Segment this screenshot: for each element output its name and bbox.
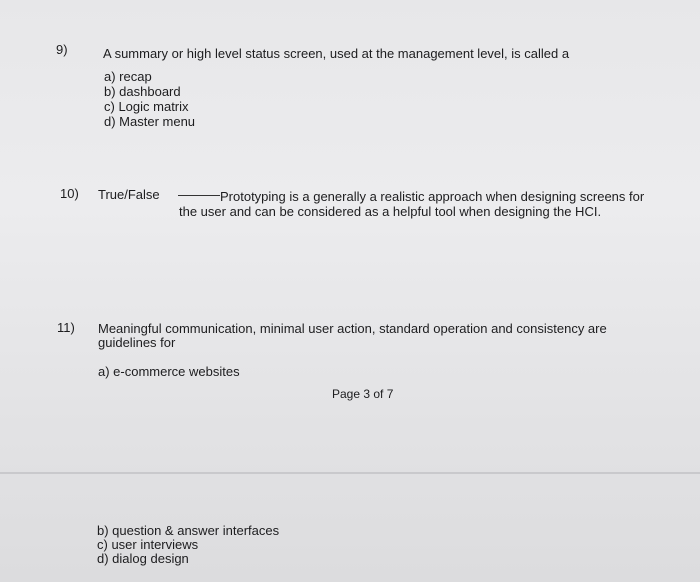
question-11-text-line1: Meaningful communication, minimal user action, standard operation and consistency are xyxy=(98,321,607,336)
question-11-number: 11) xyxy=(57,320,75,335)
question-11-option-b: b) question & answer interfaces xyxy=(97,523,280,538)
question-11-option-a: a) e-commerce websites xyxy=(98,364,240,379)
true-false-label: True/False xyxy=(98,187,160,202)
question-9-option-b: b) dashboard xyxy=(104,84,181,99)
question-11-option-d: d) dialog design xyxy=(97,551,189,566)
question-10-prefix xyxy=(98,187,223,202)
page-break-divider xyxy=(0,472,700,474)
question-9-number: 9) xyxy=(56,42,68,57)
question-11-text-line2: guidelines for xyxy=(98,335,176,350)
question-10-text-line1: Prototyping is a generally a realistic approach when designing screens for xyxy=(220,189,645,204)
question-9-text: A summary or high level status screen, used at the management level, is called a xyxy=(103,46,570,61)
page-number-label: Page 3 of 7 xyxy=(332,387,394,401)
question-9-option-d: d) Master menu xyxy=(104,114,196,129)
question-10-text-line2: the user and can be considered as a helpful tool when designing the HCI. xyxy=(179,204,602,219)
answer-blank xyxy=(178,195,220,196)
question-9-option-a: a) recap xyxy=(104,69,152,84)
question-9-option-c: c) Logic matrix xyxy=(104,99,189,114)
question-10-number: 10) xyxy=(60,186,79,201)
question-11-option-c: c) user interviews xyxy=(97,537,199,552)
